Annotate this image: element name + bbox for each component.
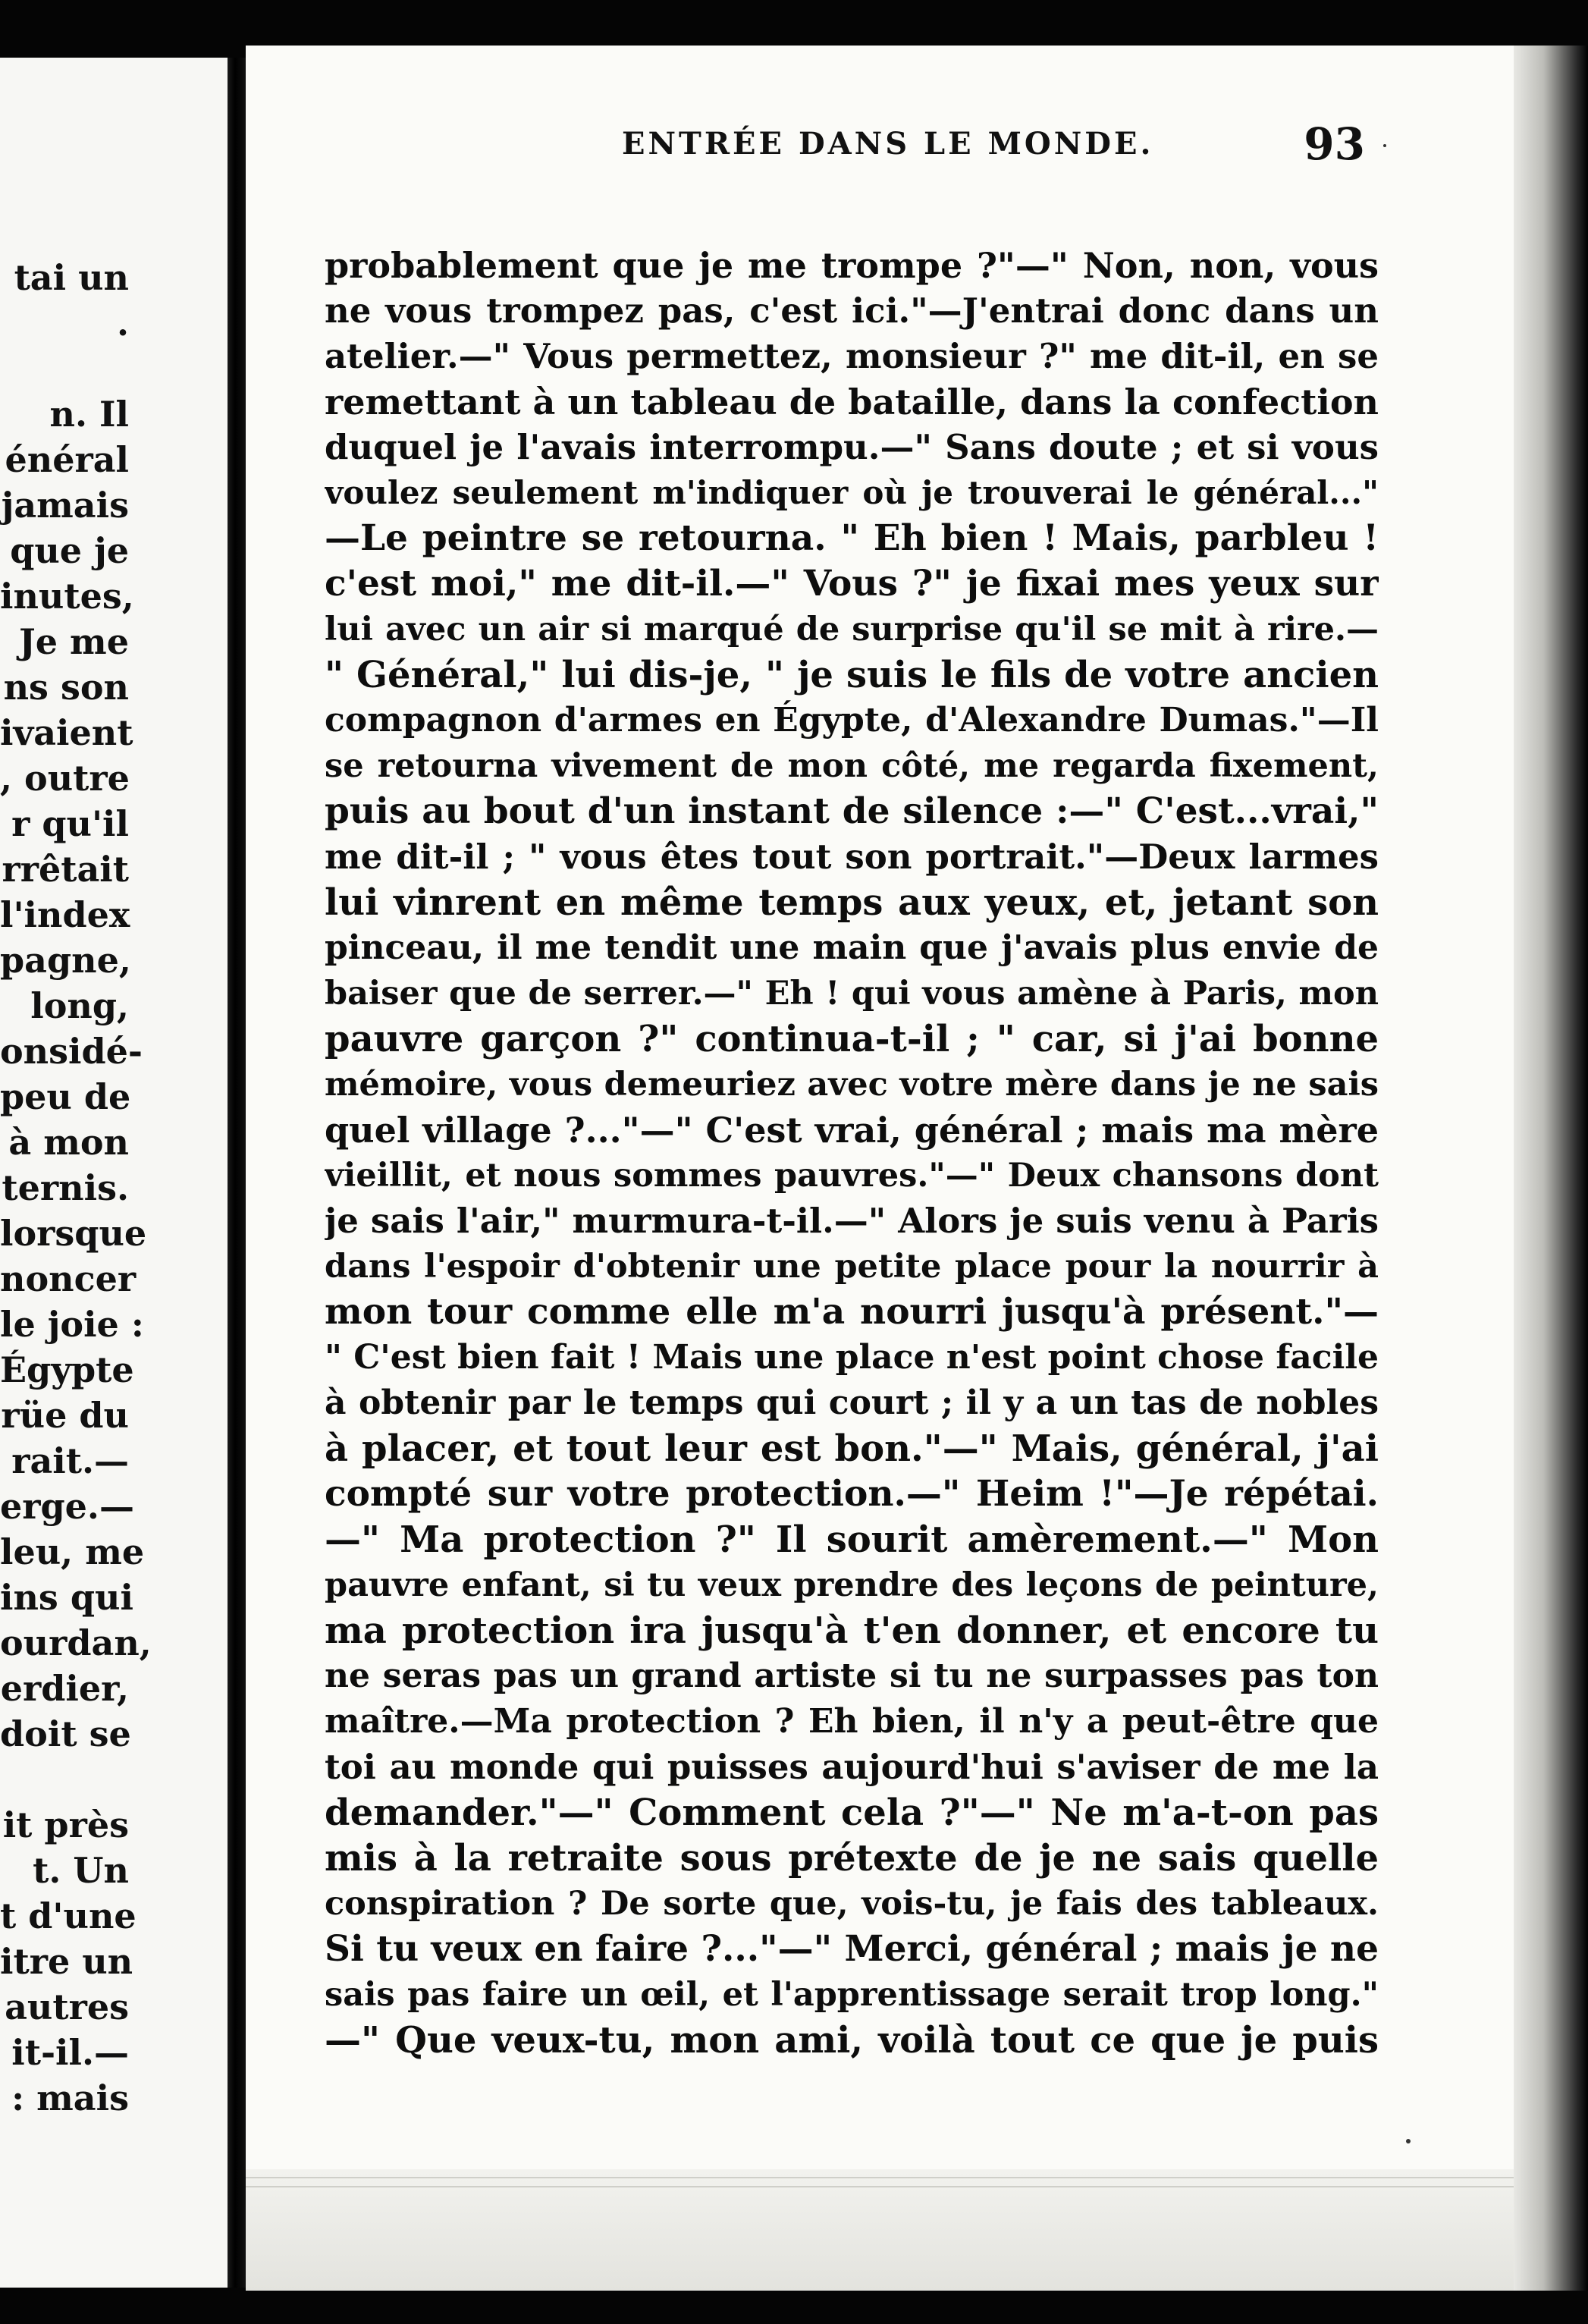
text-line: dans l'espoir d'obtenir une petite place pour la nourrir à: [325, 1248, 1379, 1286]
text-line: vieillit, et nous sommes pauvres."—" Deux chansons dont: [325, 1157, 1379, 1195]
text-line: à placer, et tout leur est bon."—" Mais, général, j'ai: [325, 1427, 1379, 1470]
previous-page-line: t d'une: [0, 1895, 137, 1936]
text-line: " C'est bien fait ! Mais une place n'est point chose facile: [325, 1338, 1379, 1377]
text-line: lui avec un air si marqué de surprise qu'il se mit à rire.—: [325, 611, 1379, 649]
previous-page-line: itre un: [0, 1941, 133, 1982]
previous-page-line: ins qui: [0, 1577, 133, 1618]
book-gutter: [228, 58, 246, 2288]
previous-page-line: pagne,: [0, 940, 131, 981]
previous-page-line: l'index: [0, 894, 130, 935]
previous-page-line: ourdan,: [0, 1622, 152, 1663]
previous-page-line: rüe du: [1, 1395, 129, 1436]
previous-page-line: peu de: [0, 1076, 131, 1117]
previous-page-line: rrêtait: [2, 849, 129, 890]
previous-page-line: long,: [30, 985, 129, 1026]
previous-page-line: Égypte: [0, 1349, 134, 1390]
text-line: duquel je l'avais interrompu.—" Sans doute ; et si vous: [325, 427, 1379, 467]
text-line: pauvre garçon ?" continua-t-il ; " car, si j'ai bonne: [325, 1018, 1379, 1060]
text-line: me dit-il ; " vous êtes tout son portrait."—Deux larmes: [325, 837, 1379, 877]
text-line: baiser que de serrer.—" Eh ! qui vous amène à Paris, mon: [325, 975, 1379, 1013]
previous-page-text: [0, 255, 228, 2121]
previous-page-line: n. Il: [49, 394, 129, 435]
print-speck: [1383, 144, 1386, 147]
text-line: mémoire, vous demeuriez avec votre mère dans je ne sais: [325, 1066, 1379, 1104]
text-line: probablement que je me trompe ?"—" Non, non, vous: [325, 245, 1379, 286]
text-line: ma protection ira jusqu'à t'en donner, et encore tu: [325, 1610, 1379, 1652]
text-line: —" Que veux-tu, mon ami, voilà tout ce que je puis: [325, 2019, 1379, 2062]
previous-page-line: [0, 346, 228, 391]
previous-page-line: rait.—: [11, 1440, 129, 1481]
previous-page-line: que je: [10, 530, 129, 571]
page-edge-shadow: [1514, 46, 1588, 2291]
previous-page-line: ns son: [3, 667, 129, 708]
page-number: 93: [1304, 118, 1365, 170]
text-line: je sais l'air," murmura-t-il.—" Alors je suis venu à Paris: [325, 1201, 1379, 1241]
previous-page-line: ivaient: [0, 712, 133, 753]
text-line: lui vinrent en même temps aux yeux, et, jetant son: [325, 881, 1379, 924]
previous-page-line: : mais: [11, 2077, 129, 2118]
text-line: maître.—Ma protection ? Eh bien, il n'y a peut-être que: [325, 1702, 1379, 1741]
previous-page-line: [0, 1757, 228, 1802]
previous-page-line: .: [116, 303, 129, 344]
text-line: remettant à un tableau de bataille, dans la confection: [325, 382, 1379, 422]
previous-page-line: it près: [2, 1804, 129, 1845]
bottom-rule: [246, 2177, 1514, 2178]
text-line: se retourna vivement de mon côté, me regarda fixement,: [325, 747, 1379, 785]
text-line: mis à la retraite sous prétexte de je ne sais quelle: [325, 1837, 1379, 1880]
text-line: toi au monde qui puisses aujourd'hui s'aviser de me la: [325, 1747, 1379, 1787]
previous-page-line: lorsque: [0, 1213, 147, 1254]
page-bottom-margin: [246, 2169, 1514, 2291]
text-line: pauvre enfant, si tu veux prendre des leçons de peinture,: [325, 1566, 1379, 1604]
text-line: compagnon d'armes en Égypte, d'Alexandre Dumas."—Il: [325, 701, 1379, 740]
previous-page-line: onsidé-: [0, 1031, 143, 1072]
text-line: ne seras pas un grand artiste si tu ne surpasses pas ton: [325, 1657, 1379, 1695]
previous-page-line: it-il.—: [11, 2032, 129, 2073]
previous-page-fragment: [0, 58, 228, 2288]
text-line: mon tour comme elle m'a nourri jusqu'à présent."—: [325, 1291, 1379, 1333]
text-line: " Général," lui dis-je, " je suis le fils de votre ancien: [325, 654, 1379, 696]
previous-page-line: r qu'il: [11, 803, 129, 844]
running-head: [379, 114, 1365, 174]
previous-page-line: le joie :: [0, 1304, 144, 1345]
text-line: compté sur votre protection.—" Heim !"—Je répétai.: [325, 1473, 1379, 1515]
previous-page-line: , outre: [0, 758, 130, 799]
previous-page-line: jamais: [1, 485, 129, 526]
previous-page-line: noncer: [0, 1258, 137, 1299]
text-line: puis au bout d'un instant de silence :—" C'est...vrai,": [325, 790, 1379, 832]
text-line: demander."—" Comment cela ?"—" Ne m'a-t-on pas: [325, 1792, 1379, 1834]
previous-page-line: ternis.: [2, 1167, 129, 1208]
text-line: ne vous trompez pas, c'est ici."—J'entrai donc dans un: [325, 290, 1379, 331]
previous-page-line: Je me: [19, 621, 129, 662]
text-line: quel village ?..."—" C'est vrai, général ; mais ma mère: [325, 1110, 1379, 1151]
previous-page-line: t. Un: [33, 1850, 129, 1891]
text-line: —" Ma protection ?" Il sourit amèrement.—" Mon: [325, 1518, 1379, 1561]
text-line: Si tu veux en faire ?..."—" Merci, général ; mais je ne: [325, 1928, 1379, 1970]
previous-page-line: autres: [5, 1986, 129, 2027]
running-title: ENTRÉE DANS LE MONDE.: [622, 126, 1154, 162]
bottom-rule: [246, 2186, 1514, 2187]
text-line: conspiration ? De sorte que, vois-tu, je fais des tableaux.: [325, 1885, 1379, 1923]
previous-page-line: tai un: [14, 257, 129, 298]
previous-page-line: énéral: [5, 439, 129, 480]
text-line: sais pas faire un œil, et l'apprentissage serait trop long.": [325, 1976, 1379, 2014]
previous-page-line: à mon: [8, 1122, 129, 1163]
previous-page-line: leu, me: [0, 1531, 145, 1572]
text-line: à obtenir par le temps qui court ; il y a un tas de nobles: [325, 1383, 1379, 1422]
text-line: voulez seulement m'indiquer où je trouverai le général...": [325, 474, 1379, 511]
previous-page-line: erdier,: [0, 1668, 129, 1709]
print-speck: [1406, 2139, 1411, 2143]
text-line: atelier.—" Vous permettez, monsieur ?" me dit-il, en se: [325, 336, 1379, 376]
text-line: c'est moi," me dit-il.—" Vous ?" je fixai mes yeux sur: [325, 563, 1379, 605]
previous-page-line: inutes,: [0, 576, 134, 617]
previous-page-line: doit se: [0, 1713, 131, 1754]
body-text: [325, 243, 1379, 2063]
previous-page-line: erge.—: [0, 1486, 134, 1527]
text-line: pinceau, il me tendit une main que j'avais plus envie de: [325, 928, 1379, 967]
text-line: —Le peintre se retourna. " Eh bien ! Mais, parbleu !: [325, 517, 1379, 559]
